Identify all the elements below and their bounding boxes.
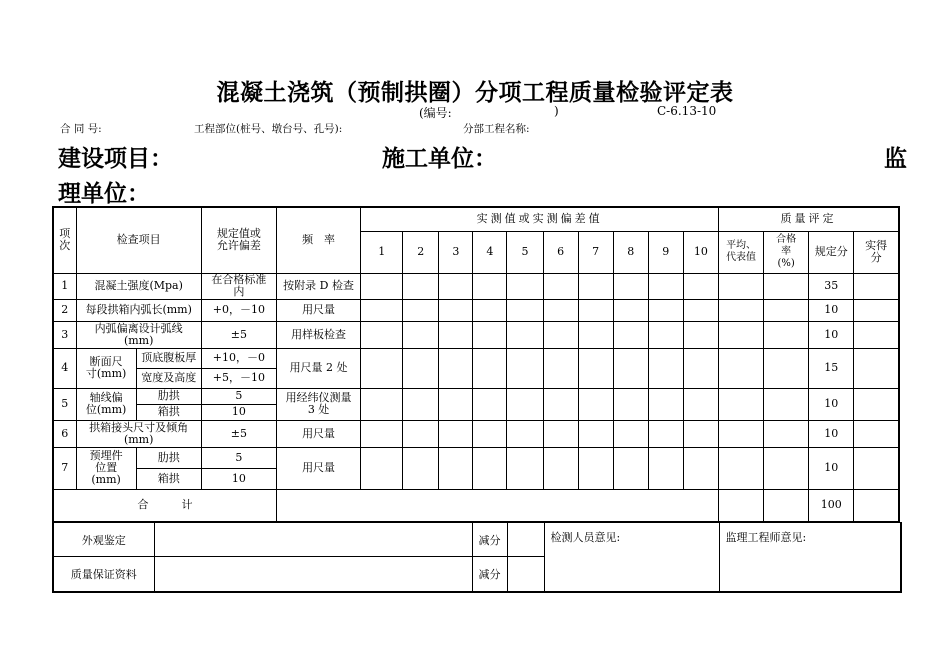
appearance-label: 外观鉴定	[53, 523, 154, 557]
measure-cell[interactable]	[543, 447, 578, 489]
project-label: 建设项目：	[58, 146, 173, 172]
pass-rate-cell[interactable]	[764, 321, 809, 348]
measure-cell[interactable]	[578, 447, 613, 489]
contract-no-label: 合 同 号:	[60, 123, 102, 135]
avg-cell[interactable]	[719, 489, 764, 522]
total-measure-area	[276, 489, 718, 522]
row-frequency: 用尺量	[276, 299, 360, 321]
avg-cell[interactable]	[719, 273, 764, 299]
row-allowed: ±5	[201, 321, 276, 348]
inspection-table	[52, 206, 900, 523]
table-row	[53, 420, 899, 447]
supervisor-label-part1: 监	[884, 146, 907, 172]
measure-cell[interactable]	[683, 420, 718, 447]
row-frequency: 用尺量	[276, 447, 360, 489]
row-allowed: 在合格标准 内	[201, 273, 276, 299]
avg-cell[interactable]	[719, 348, 764, 388]
measure-cell[interactable]	[613, 321, 648, 348]
header-std-score: 规定分	[809, 231, 854, 273]
row-std-score: 10	[809, 447, 854, 489]
header-measured: 实测值或实测偏差值	[361, 207, 719, 231]
measure-cell[interactable]	[683, 447, 718, 489]
measure-cell[interactable]	[403, 321, 439, 348]
measure-cell[interactable]	[473, 388, 507, 420]
measure-cell[interactable]	[683, 388, 718, 420]
table-row	[53, 388, 899, 404]
row-subitem: 箱拱	[136, 404, 201, 420]
subproject-label: 分部工程名称:	[463, 123, 530, 135]
measure-cell[interactable]	[473, 273, 507, 299]
got-score-cell[interactable]	[854, 273, 899, 299]
code-label: (编号:	[419, 106, 452, 120]
measure-cell[interactable]	[439, 273, 473, 299]
measure-cell[interactable]	[648, 348, 683, 388]
row-no: 5	[53, 388, 76, 420]
row-std-score: 10	[809, 299, 854, 321]
pass-rate-cell[interactable]	[764, 273, 809, 299]
measure-cell[interactable]	[403, 348, 439, 388]
row-subitem: 顶底腹板厚	[136, 348, 201, 368]
measure-cell[interactable]	[507, 447, 543, 489]
pass-rate-cell[interactable]	[764, 447, 809, 489]
measure-cell[interactable]	[403, 299, 439, 321]
row-allowed: 5	[201, 447, 276, 468]
measure-cell[interactable]	[613, 420, 648, 447]
header-num-9: 9	[648, 231, 683, 273]
appearance-value[interactable]	[154, 523, 472, 557]
got-score-cell[interactable]	[854, 348, 899, 388]
measure-cell[interactable]	[473, 299, 507, 321]
pass-rate-cell[interactable]	[764, 348, 809, 388]
header-avg: 平均、 代表值	[719, 231, 764, 273]
header-num-10: 10	[683, 231, 718, 273]
quality-docs-value[interactable]	[154, 557, 472, 592]
measure-cell[interactable]	[683, 273, 718, 299]
footer-table	[52, 522, 902, 593]
inspector-opinion-label: 检测人员意见:	[550, 531, 621, 544]
got-score-cell[interactable]	[854, 321, 899, 348]
got-score-cell[interactable]	[854, 299, 899, 321]
measure-cell[interactable]	[578, 348, 613, 388]
measure-cell[interactable]	[543, 321, 578, 348]
avg-cell[interactable]	[719, 299, 764, 321]
header-num-7: 7	[578, 231, 613, 273]
measure-cell[interactable]	[439, 321, 473, 348]
supervisor-label-part2: 理单位：	[58, 181, 150, 207]
got-score-cell[interactable]	[854, 489, 899, 522]
measure-cell[interactable]	[543, 273, 578, 299]
row-allowed: 10	[201, 404, 276, 420]
measure-cell[interactable]	[439, 420, 473, 447]
measure-cell[interactable]	[613, 273, 648, 299]
got-score-cell[interactable]	[854, 388, 899, 420]
row-allowed: +10，－0	[201, 348, 276, 368]
engineer-opinion-label: 监理工程师意见:	[725, 531, 807, 544]
measure-cell[interactable]	[683, 348, 718, 388]
avg-cell[interactable]	[719, 447, 764, 489]
measure-cell[interactable]	[403, 273, 439, 299]
header-got-score: 实得 分	[854, 231, 899, 273]
table-row	[53, 321, 899, 348]
measure-cell[interactable]	[683, 321, 718, 348]
row-subitem: 肋拱	[136, 447, 201, 468]
measure-cell[interactable]	[578, 321, 613, 348]
row-no: 7	[53, 447, 76, 489]
measure-cell[interactable]	[507, 388, 543, 420]
measure-cell[interactable]	[578, 299, 613, 321]
row-item: 混凝土强度(Mpa)	[76, 273, 201, 299]
measure-cell[interactable]	[473, 447, 507, 489]
measure-cell[interactable]	[648, 321, 683, 348]
row-subitem: 箱拱	[136, 468, 201, 489]
row-std-score: 10	[809, 321, 854, 348]
measure-cell[interactable]	[361, 348, 403, 388]
row-std-score: 15	[809, 348, 854, 388]
header-allowed: 规定值或 允许偏差	[201, 207, 276, 273]
header-num-3: 3	[439, 231, 473, 273]
row-item: 内弧偏离设计弧线 (mm)	[76, 321, 201, 348]
engineer-opinion[interactable]	[719, 523, 901, 592]
measure-cell[interactable]	[613, 388, 648, 420]
row-std-score: 10	[809, 388, 854, 420]
measure-cell[interactable]	[543, 348, 578, 388]
avg-cell[interactable]	[719, 321, 764, 348]
pass-rate-cell[interactable]	[764, 489, 809, 522]
measure-cell[interactable]	[439, 388, 473, 420]
row-no: 1	[53, 273, 76, 299]
quality-docs-deduct-value[interactable]	[507, 557, 544, 592]
measure-cell[interactable]	[543, 299, 578, 321]
row-allowed: 10	[201, 468, 276, 489]
row-no: 6	[53, 420, 76, 447]
header-num-8: 8	[613, 231, 648, 273]
row-no: 4	[53, 348, 76, 388]
row-allowed: 5	[201, 388, 276, 404]
row-frequency: 用经纬仪测量 3 处	[276, 388, 360, 420]
measure-cell[interactable]	[683, 299, 718, 321]
measure-cell[interactable]	[578, 273, 613, 299]
table-row	[53, 299, 899, 321]
avg-cell[interactable]	[719, 420, 764, 447]
header-num-4: 4	[473, 231, 507, 273]
quality-docs-label: 质量保证资料	[53, 557, 154, 592]
row-std-score: 35	[809, 273, 854, 299]
measure-cell[interactable]	[613, 447, 648, 489]
row-item: 预埋件 位置 (mm)	[76, 447, 136, 489]
measure-cell[interactable]	[439, 447, 473, 489]
row-item: 拱箱接头尺寸及倾角 (mm)	[76, 420, 201, 447]
quality-docs-deduct-label: 减分	[472, 557, 507, 592]
appearance-deduct-value[interactable]	[507, 523, 544, 557]
measure-cell[interactable]	[473, 348, 507, 388]
measure-cell[interactable]	[361, 447, 403, 489]
row-item: 每段拱箱内弧长(mm)	[76, 299, 201, 321]
measure-cell[interactable]	[361, 273, 403, 299]
contractor-label: 施工单位：	[382, 146, 497, 172]
measure-cell[interactable]	[361, 299, 403, 321]
avg-cell[interactable]	[719, 388, 764, 420]
measure-cell[interactable]	[648, 420, 683, 447]
got-score-cell[interactable]	[854, 420, 899, 447]
measure-cell[interactable]	[403, 447, 439, 489]
row-std-score: 10	[809, 420, 854, 447]
row-no: 3	[53, 321, 76, 348]
measure-cell[interactable]	[648, 388, 683, 420]
measure-cell[interactable]	[543, 420, 578, 447]
measure-cell[interactable]	[507, 299, 543, 321]
table-row	[53, 348, 899, 368]
header-check-item: 检查项目	[76, 207, 201, 273]
measure-cell[interactable]	[613, 299, 648, 321]
measure-cell[interactable]	[439, 299, 473, 321]
appearance-deduct-label: 减分	[472, 523, 507, 557]
got-score-cell[interactable]	[854, 447, 899, 489]
measure-cell[interactable]	[507, 348, 543, 388]
row-frequency: 用样板检查	[276, 321, 360, 348]
row-item: 断面尺 寸(mm)	[76, 348, 136, 388]
header-pass-rate: 合格 率 (%)	[764, 231, 809, 273]
form-title: 混凝土浇筑（预制拱圈）分项工程质量检验评定表	[216, 80, 734, 106]
header-frequency: 频 率	[276, 207, 360, 273]
header-num-1: 1	[361, 231, 403, 273]
measure-cell[interactable]	[403, 388, 439, 420]
row-subitem: 宽度及高度	[136, 368, 201, 388]
measure-cell[interactable]	[648, 447, 683, 489]
row-frequency: 用尺量 2 处	[276, 348, 360, 388]
measure-cell[interactable]	[403, 420, 439, 447]
row-frequency: 按附录 D 检查	[276, 273, 360, 299]
measure-cell[interactable]	[361, 388, 403, 420]
pass-rate-cell[interactable]	[764, 299, 809, 321]
header-num-5: 5	[507, 231, 543, 273]
measure-cell[interactable]	[648, 273, 683, 299]
measure-cell[interactable]	[507, 420, 543, 447]
row-item: 轴线偏 位(mm)	[76, 388, 136, 420]
form-number: C-6.13-10	[657, 104, 717, 118]
measure-cell[interactable]	[578, 420, 613, 447]
table-row	[53, 273, 899, 299]
row-frequency: 用尺量	[276, 420, 360, 447]
header-item-no: 项 次	[53, 207, 76, 273]
measure-cell[interactable]	[613, 348, 648, 388]
header-num-2: 2	[403, 231, 439, 273]
total-label: 合 计	[53, 489, 276, 522]
row-no: 2	[53, 299, 76, 321]
header-quality: 质量评定	[719, 207, 899, 231]
total-row	[53, 489, 899, 522]
total-std-score: 100	[809, 489, 854, 522]
measure-cell[interactable]	[507, 321, 543, 348]
measure-cell[interactable]	[439, 348, 473, 388]
measure-cell[interactable]	[361, 321, 403, 348]
measure-cell[interactable]	[507, 273, 543, 299]
measure-cell[interactable]	[543, 388, 578, 420]
code-close: )	[554, 104, 559, 118]
inspector-opinion[interactable]	[544, 523, 719, 592]
header-num-6: 6	[543, 231, 578, 273]
row-allowed: +0，－10	[201, 299, 276, 321]
measure-cell[interactable]	[578, 388, 613, 420]
measure-cell[interactable]	[473, 321, 507, 348]
location-label: 工程部位(桩号、墩台号、孔号):	[194, 123, 343, 135]
table-row	[53, 447, 899, 468]
pass-rate-cell[interactable]	[764, 388, 809, 420]
row-allowed: ±5	[201, 420, 276, 447]
measure-cell[interactable]	[361, 420, 403, 447]
pass-rate-cell[interactable]	[764, 420, 809, 447]
measure-cell[interactable]	[648, 299, 683, 321]
row-subitem: 肋拱	[136, 388, 201, 404]
row-allowed: +5，－10	[201, 368, 276, 388]
measure-cell[interactable]	[473, 420, 507, 447]
